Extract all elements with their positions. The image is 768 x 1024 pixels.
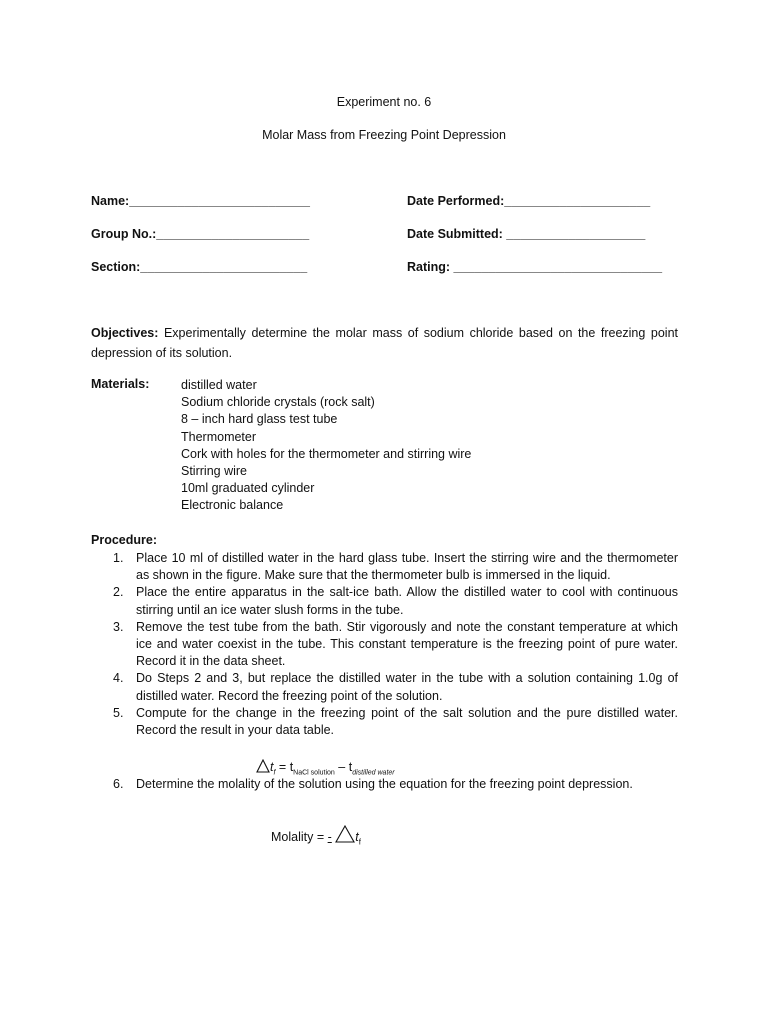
step-number: 5. bbox=[113, 705, 124, 720]
group-field[interactable]: Group No.:______________________ bbox=[91, 227, 310, 241]
delta-tf-equation bbox=[256, 759, 395, 777]
eq-t3: t bbox=[348, 760, 353, 774]
eq-t: t bbox=[270, 760, 274, 774]
step-text: Compute for the change in the freezing point of the salt solution and the pure distilled water. Record the result in your data table. bbox=[136, 705, 678, 738]
step-number: 4. bbox=[113, 671, 124, 686]
molality-f-sub: f bbox=[358, 837, 361, 847]
objectives bbox=[91, 323, 678, 363]
procedure-step bbox=[91, 550, 678, 584]
date-performed-field[interactable]: Date Performed:_____________________ bbox=[407, 194, 651, 208]
name-field[interactable]: Name:__________________________ bbox=[91, 194, 310, 208]
step-text: Determine the molality of the solution using the equation for the freezing point depression. bbox=[136, 777, 633, 791]
experiment-number: Experiment no. 6 bbox=[336, 95, 432, 109]
list-item: Cork with holes for the thermometer and stirring wire bbox=[181, 446, 472, 461]
section-field[interactable]: Section:________________________ bbox=[91, 260, 308, 274]
objectives-text: Experimentally determine the molar mass of sodium chloride based on the freezing point depression of its solution. bbox=[91, 326, 678, 360]
objectives-label: Objectives: bbox=[91, 326, 159, 340]
step-number: 6. bbox=[113, 777, 124, 791]
date-submitted-field[interactable]: Date Submitted: ____________________ bbox=[407, 227, 646, 241]
eq-water-sub: distilled water bbox=[352, 769, 395, 777]
molality-label: Molality = bbox=[271, 830, 328, 844]
page-title: Molar Mass from Freezing Point Depression bbox=[262, 128, 506, 142]
molality-t: t bbox=[355, 830, 359, 844]
eq-t2: t bbox=[289, 760, 294, 774]
eq-minus: – bbox=[334, 760, 349, 774]
step-number: 3. bbox=[113, 619, 124, 634]
list-item: Electronic balance bbox=[181, 498, 284, 513]
procedure-label: Procedure: bbox=[91, 533, 157, 547]
list-item: Thermometer bbox=[181, 429, 257, 444]
materials-label: Materials: bbox=[91, 377, 150, 391]
list-item: Sodium chloride crystals (rock salt) bbox=[181, 395, 375, 410]
materials-list bbox=[181, 377, 471, 515]
procedure-step bbox=[91, 705, 678, 739]
procedure-step bbox=[91, 776, 723, 793]
eq-f-sub: f bbox=[273, 769, 276, 777]
molality-minus: - bbox=[327, 830, 332, 844]
step-text: Remove the test tube from the bath. Stir vigorously and note the constant temperature at which ice and water coexist in the tube. This constant temperature is the freezing point of pure water. Record it in the data sheet. bbox=[136, 619, 678, 669]
delta-triangle-icon bbox=[335, 825, 355, 843]
delta-triangle-icon bbox=[256, 759, 270, 773]
list-item: 10ml graduated cylinder bbox=[181, 481, 315, 496]
procedure-step bbox=[91, 584, 678, 618]
list-item: 8 – inch hard glass test tube bbox=[181, 412, 338, 427]
molality-equation bbox=[271, 825, 361, 847]
step-text: Place 10 ml of distilled water in the hard glass tube. Insert the stirring wire and the thermometer as shown in the figure. Make sure that the thermometer bulb is immersed in the liquid. bbox=[136, 551, 678, 583]
list-item: distilled water bbox=[181, 378, 257, 392]
list-item: Stirring wire bbox=[181, 463, 247, 478]
eq-equals: = bbox=[275, 760, 290, 774]
step-number: 1. bbox=[113, 551, 124, 565]
procedure-step bbox=[91, 670, 678, 704]
step-text: Do Steps 2 and 3, but replace the distilled water in the tube with a solution containing 1.0g of distilled water. Record the freezing point of the solution. bbox=[136, 671, 678, 703]
procedure-step bbox=[91, 619, 678, 671]
step-number: 2. bbox=[113, 585, 124, 600]
rating-field[interactable]: Rating: ______________________________ bbox=[407, 260, 663, 274]
step-text: Place the entire apparatus in the salt-ice bath. Allow the distilled water to cool with continuous stirring until an ice water slush forms in the tube. bbox=[136, 585, 678, 617]
eq-nacl-sub: NaCl solution bbox=[293, 769, 335, 777]
